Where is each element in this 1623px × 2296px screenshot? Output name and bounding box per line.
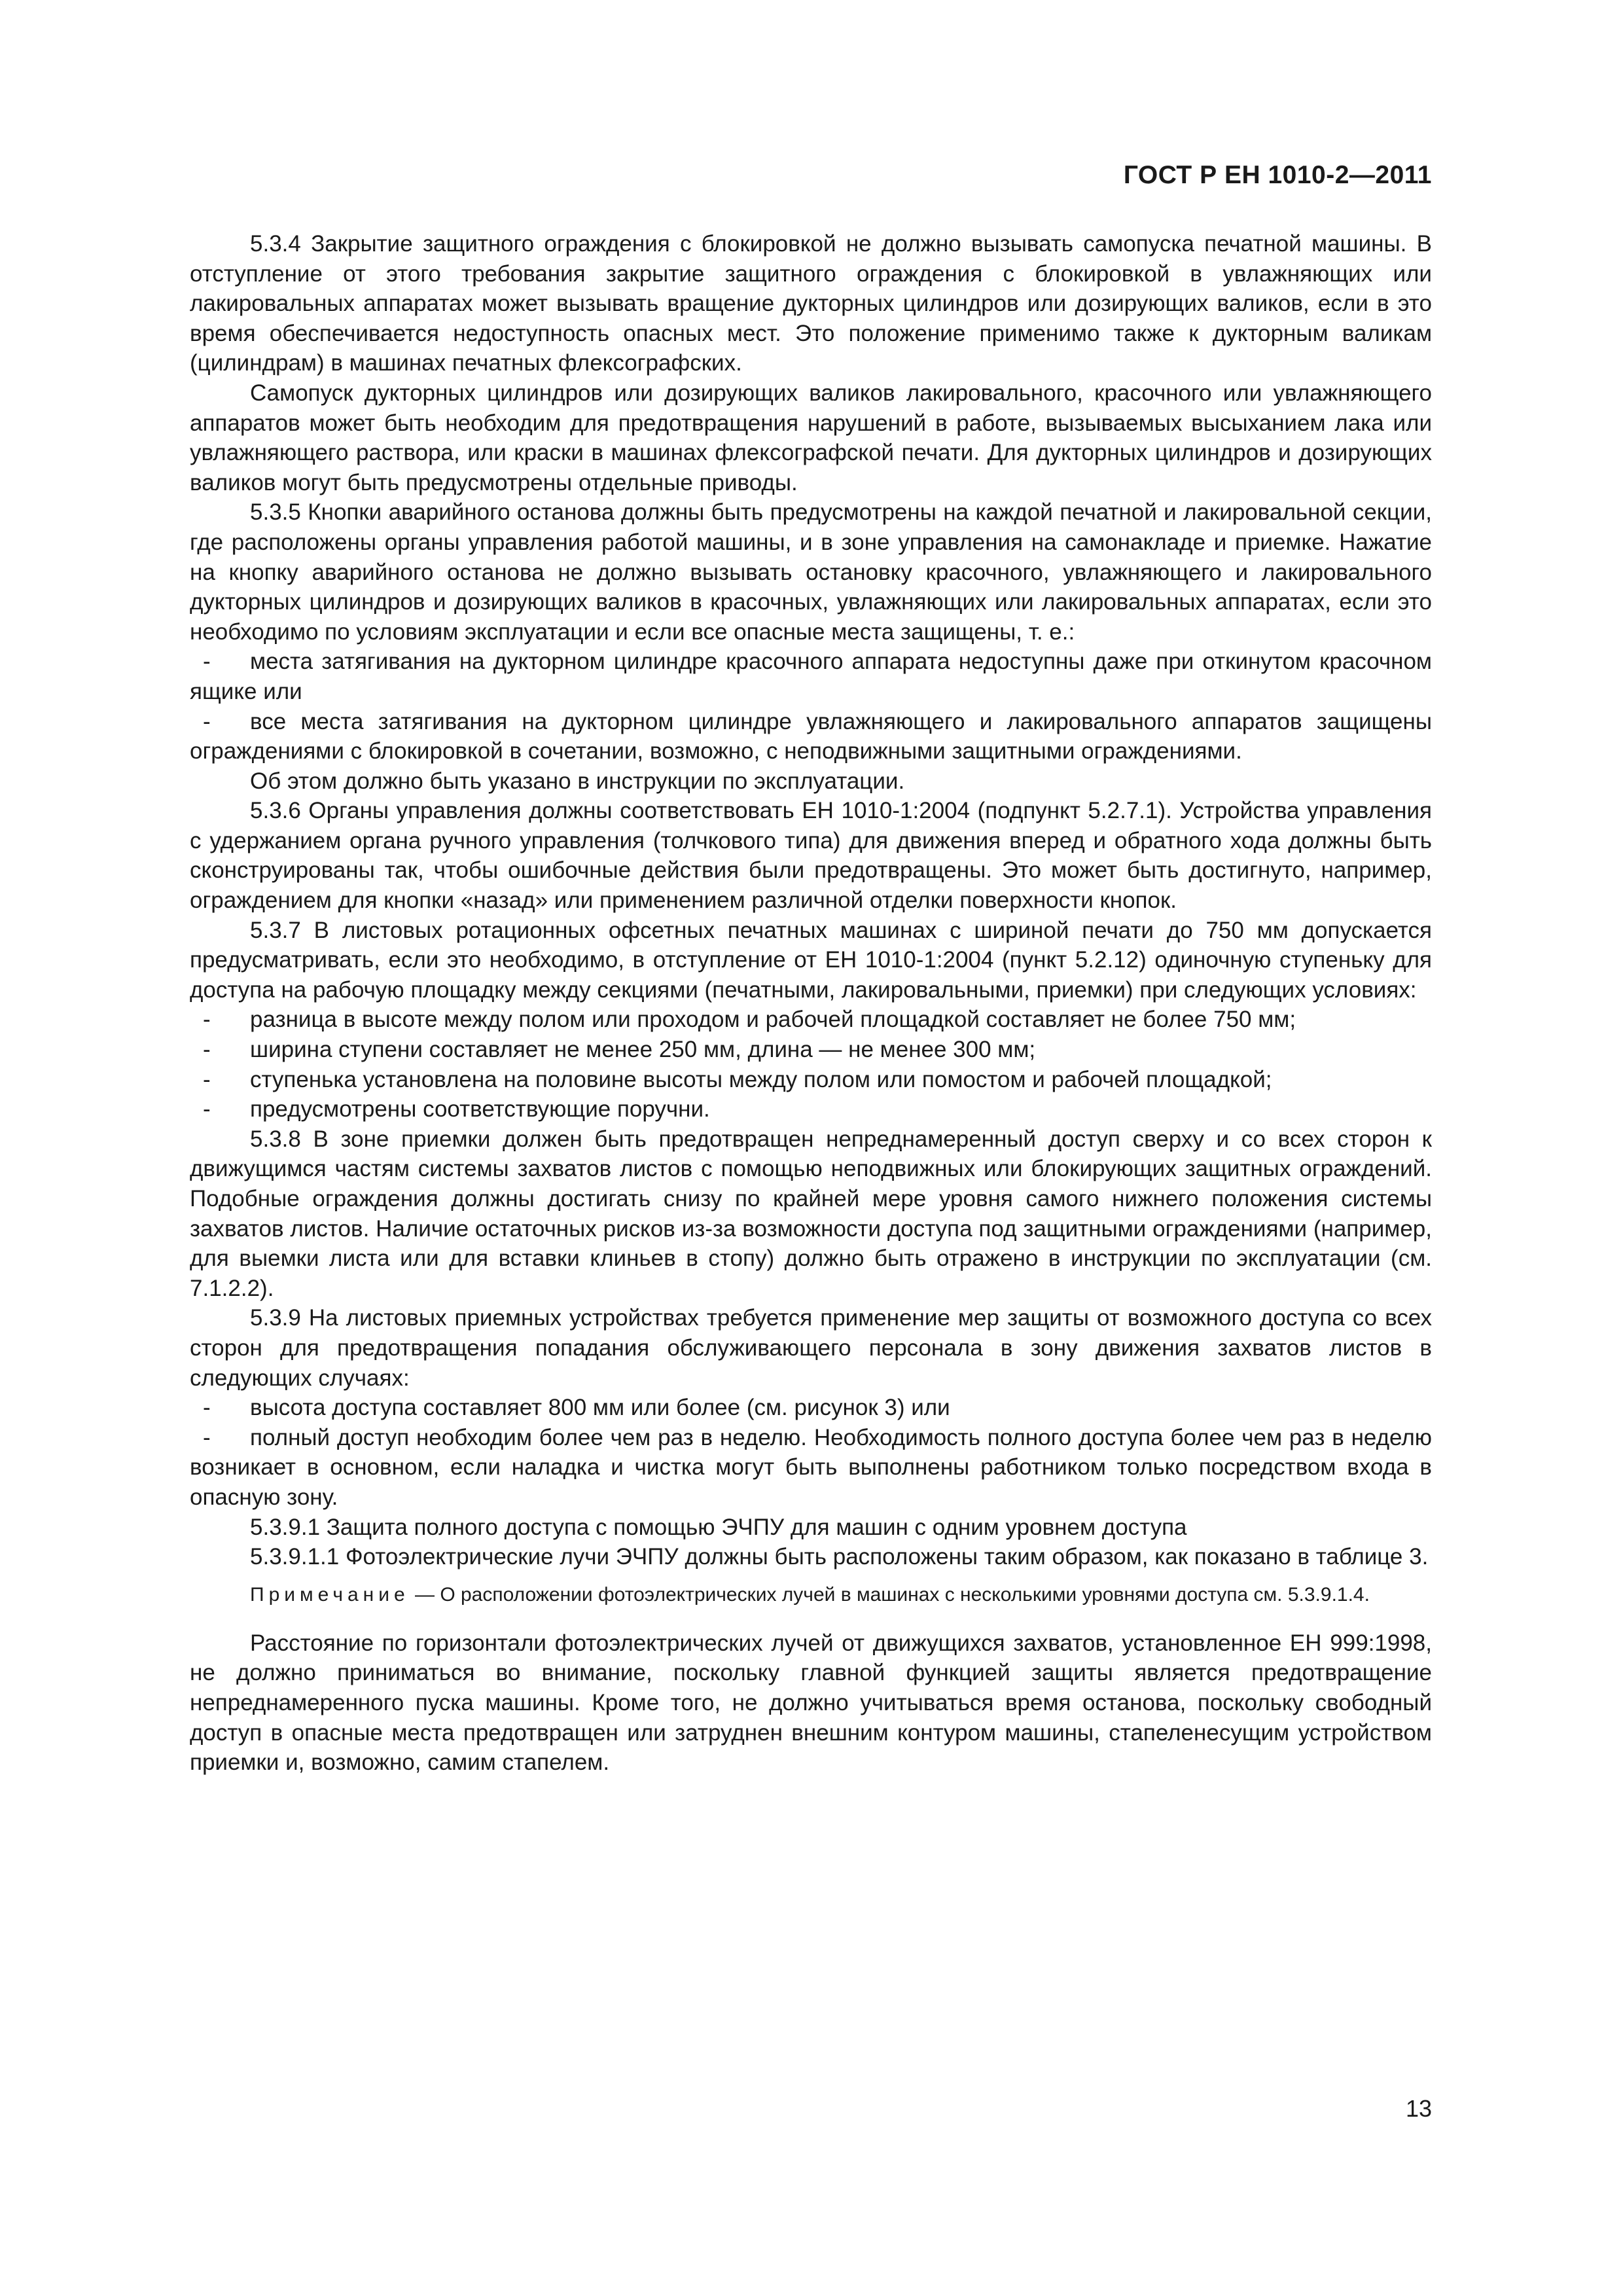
note-text: — О расположении фотоэлектрических лучей в машинах с несколькими уровнями доступа см. 5.3.9.1.4.: [409, 1583, 1370, 1605]
list-marker: -: [203, 1395, 211, 1421]
clause-5-3-8: 5.3.8 В зоне приемки должен быть предотвращен непреднамеренный доступ сверху и со всех сторон к движущимся частям системы захватов листов с помощью неподвижных или блокирующих защитных ограждений. Подобные ограждения должны достигать снизу по крайней мере уровня самого нижнего положения системы захватов листов. Наличие остаточных рисков из-за возможности доступа под защитными ограждениями (например, для выемки листа или для вставки клиньев в стопу) должно быть отражено в инструкции по эксплуатации (см. 7.1.2.2).: [190, 1126, 1432, 1301]
list-item: - предусмотрены соответствующие поручни.: [190, 1094, 1432, 1124]
list-marker: -: [203, 1007, 211, 1033]
paragraph-instruction-ref: Об этом должно быть указано в инструкции по эксплуатации.: [250, 768, 905, 794]
clause-5-3-7: 5.3.7 В листовых ротационных офсетных печатных машинах с шириной печати до 750 мм допускается предусматривать, если это необходимо, в отступление от ЕН 1010-1:2004 (пункт 5.2.12) одиночную ступеньку для доступа на рабочую площадку между секциями (печатными, лакировальными, приемки) при следующих условиях:: [190, 917, 1432, 1003]
page-number: 13: [1405, 2095, 1432, 2122]
list-item: - разница в высоте между полом или проходом и рабочей площадкой составляет не более 750 мм;: [190, 1005, 1432, 1035]
document-body: [190, 229, 1432, 1778]
list-marker: -: [203, 649, 211, 675]
list-marker: -: [203, 1066, 211, 1092]
list-marker: -: [203, 1424, 211, 1450]
standard-id: ГОСТ Р ЕН 1010-2—2011: [1123, 161, 1432, 189]
clause-5-3-9-1: 5.3.9.1 Защита полного доступа с помощью ЭЧПУ для машин с одним уровнем доступа: [250, 1514, 1187, 1540]
paragraph-self-start: Самопуск дукторных цилиндров или дозирующих валиков лакировального, красочного или увлажняющего аппаратов может быть необходим для предотвращения нарушений в работе, вызываемых высыханием лака или увлажняющего раствора, или краски в машинах флексографской печати. Для дукторных цилиндров и дозирующих валиков могут быть предусмотрены отдельные приводы.: [190, 380, 1432, 495]
list-item: - полный доступ необходим более чем раз в неделю. Необходимость полного доступа более чем раз в неделю возникает в основном, если наладка и чистка могут быть выполнены работником только посредством входа в опасную зону.: [190, 1423, 1432, 1513]
note-label: Примечание: [250, 1583, 410, 1605]
clause-5-3-5: 5.3.5 Кнопки аварийного останова должны быть предусмотрены на каждой печатной и лакировальной секции, где расположены органы управления работой машины, и в зоне управления на самонакладе и приемке. Нажатие на кнопку аварийного останова не должно вызывать остановку красочного, увлажняющего и лакировального дукторных цилиндров и дозирующих валиков в красочных, увлажняющих или лакировальных аппаратах, если это необходимо по условиям эксплуатации и если все опасные места защищены, т. е.:: [190, 499, 1432, 645]
list-item: - высота доступа составляет 800 мм или более (см. рисунок 3) или: [190, 1393, 1432, 1423]
clause-5-3-6: 5.3.6 Органы управления должны соответствовать ЕН 1010-1:2004 (подпункт 5.2.7.1). Устройства управления с удержанием органа ручного управления (толчкового типа) для движения вперед и обратного хода должны быть сконструированы так, чтобы ошибочные действия были предотвращены. Это может быть достигнуто, например, ограждением для кнопки «назад» или применением различной отделки поверхности кнопок.: [190, 798, 1432, 914]
list-item: - места затягивания на дукторном цилиндре красочного аппарата недоступны даже при откинутом красочном ящике или: [190, 647, 1432, 706]
list-item: - все места затягивания на дукторном цилиндре увлажняющего и лакировального аппаратов защищены ограждениями с блокировкой в сочетании, возможно, с неподвижными защитными ограждениями.: [190, 707, 1432, 766]
clause-5-3-4: 5.3.4 Закрытие защитного ограждения с блокировкой не должно вызывать самопуска печатной машины. В отступление от этого требования закрытие защитного ограждения с блокировкой в увлажняющих или лакировальных аппаратах может вызывать вращение дукторных цилиндров или дозирующих валиков, если в это время обеспечивается недоступность опасных мест. Это положение применимо также к дукторным валикам (цилиндрам) в машинах печатных флексографских.: [190, 231, 1432, 376]
list-marker: -: [203, 708, 211, 734]
paragraph-horizontal-distance: Расстояние по горизонтали фотоэлектрических лучей от движущихся захватов, установленное ЕН 999:1998, не должно приниматься во внимание, поскольку главной функцией защиты является предотвращение непреднамеренного пуска машины. Кроме того, не должно учитываться время останова, поскольку свободный доступ в опасные места предотвращен или затруднен внешним контуром машины, стапеленесущим устройством приемки и, возможно, самим стапелем.: [190, 1630, 1432, 1776]
document-header: [190, 160, 1432, 191]
list-item: - ступенька установлена на половине высоты между полом или помостом и рабочей площадкой;: [190, 1065, 1432, 1095]
clause-5-3-9: 5.3.9 На листовых приемных устройствах требуется применение мер защиты от возможного доступа со всех сторон для предотвращения попадания обслуживающего персонала в зону движения захватов листов в следующих случаях:: [190, 1305, 1432, 1391]
clause-5-3-9-1-1: 5.3.9.1.1 Фотоэлектрические лучи ЭЧПУ должны быть расположены таким образом, как показано в таблице 3.: [250, 1544, 1429, 1570]
note: [190, 1581, 1432, 1609]
list-marker: -: [203, 1037, 211, 1063]
list-item: - ширина ступени составляет не менее 250 мм, длина — не менее 300 мм;: [190, 1035, 1432, 1065]
list-marker: -: [203, 1096, 211, 1122]
